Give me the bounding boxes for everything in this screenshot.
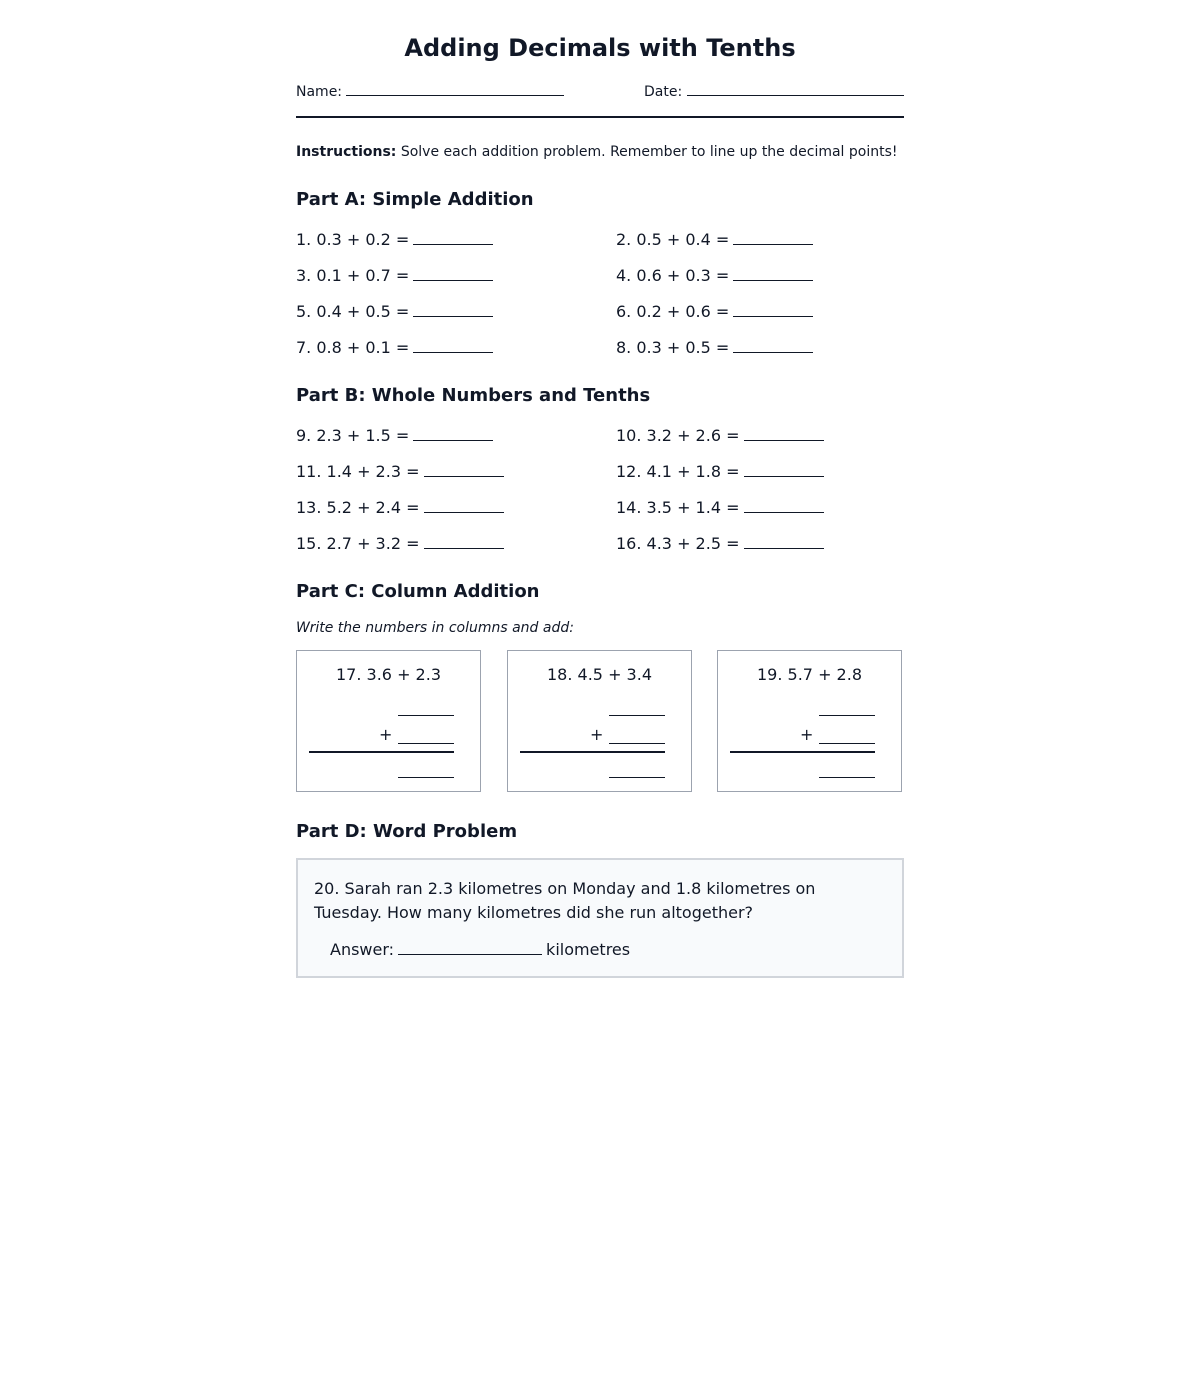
- answer-line[interactable]: [733, 336, 813, 353]
- answer-line[interactable]: [413, 300, 493, 317]
- part-d-title: Part D: Word Problem: [296, 821, 518, 842]
- page-title: Adding Decimals with Tenths: [404, 34, 796, 62]
- second-addend-line[interactable]: [398, 743, 454, 744]
- part-a-title: Part A: Simple Addition: [296, 189, 534, 210]
- answer-line[interactable]: [733, 228, 813, 245]
- column-problem-text: 19. 5.7 + 2.8: [757, 665, 862, 684]
- plus-sign: +: [590, 725, 604, 744]
- first-addend-line[interactable]: [398, 715, 454, 716]
- column-problem-19: [717, 650, 902, 792]
- problem-text: 5. 0.4 + 0.5 =: [296, 302, 410, 321]
- problem-11: [296, 460, 504, 482]
- part-c-title: Part C: Column Addition: [296, 581, 540, 602]
- answer-line[interactable]: [744, 496, 824, 513]
- plus-sign: +: [379, 725, 393, 744]
- column-problem-text: 18. 4.5 + 3.4: [547, 665, 652, 684]
- problem-text: 10. 3.2 + 2.6 =: [616, 426, 740, 445]
- problem-text: 11. 1.4 + 2.3 =: [296, 462, 420, 481]
- answer-line[interactable]: [744, 460, 824, 477]
- problem-7: [296, 336, 493, 358]
- part-c-note: Write the numbers in columns and add:: [296, 620, 574, 636]
- problem-4: [616, 264, 813, 286]
- second-addend-line[interactable]: [609, 743, 665, 744]
- column-problem-text: 17. 3.6 + 2.3: [336, 665, 441, 684]
- answer-line[interactable]: [424, 532, 504, 549]
- problem-12: [616, 460, 824, 482]
- problem-8: [616, 336, 813, 358]
- answer-line[interactable]: [413, 264, 493, 281]
- sum-line[interactable]: [819, 777, 875, 778]
- problem-1: [296, 228, 493, 250]
- problem-text: 4. 0.6 + 0.3 =: [616, 266, 730, 285]
- word-problem-text: 20. Sarah ran 2.3 kilometres on Monday and 1.8 kilometres on Tuesday. How many kilometres did she run altogether?: [314, 879, 816, 922]
- problem-text: 3. 0.1 + 0.7 =: [296, 266, 410, 285]
- answer-line[interactable]: [413, 336, 493, 353]
- problem-9: [296, 424, 493, 446]
- problem-6: [616, 300, 813, 322]
- answer-line[interactable]: [744, 532, 824, 549]
- answer-line[interactable]: [744, 424, 824, 441]
- header-divider: [296, 116, 904, 118]
- problem-text: 13. 5.2 + 2.4 =: [296, 498, 420, 517]
- problem-text: 8. 0.3 + 0.5 =: [616, 338, 730, 357]
- problem-text: 14. 3.5 + 1.4 =: [616, 498, 740, 517]
- problem-text: 2. 0.5 + 0.4 =: [616, 230, 730, 249]
- instructions-text: Solve each addition problem. Remember to line up the decimal points!: [400, 144, 898, 160]
- answer-unit: kilometres: [546, 940, 631, 959]
- problem-text: 16. 4.3 + 2.5 =: [616, 534, 740, 553]
- name-field: [296, 80, 564, 100]
- instructions-label: Instructions:: [296, 144, 397, 160]
- answer-line[interactable]: [398, 938, 542, 955]
- answer-line[interactable]: [733, 300, 813, 317]
- instructions: [296, 143, 898, 161]
- date-input-line[interactable]: [687, 80, 904, 96]
- answer-line[interactable]: [413, 424, 493, 441]
- problem-text: 6. 0.2 + 0.6 =: [616, 302, 730, 321]
- problem-text: 7. 0.8 + 0.1 =: [296, 338, 410, 357]
- answer-line[interactable]: [413, 228, 493, 245]
- sum-line[interactable]: [398, 777, 454, 778]
- word-problem-box: [296, 858, 904, 978]
- part-b-title: Part B: Whole Numbers and Tenths: [296, 385, 651, 406]
- name-label: Name:: [296, 84, 343, 100]
- plus-sign: +: [800, 725, 814, 744]
- answer-line[interactable]: [733, 264, 813, 281]
- answer-line[interactable]: [424, 496, 504, 513]
- problem-10: [616, 424, 824, 446]
- sum-bar: [520, 751, 665, 753]
- problem-text: 9. 2.3 + 1.5 =: [296, 426, 410, 445]
- problem-14: [616, 496, 824, 518]
- problem-13: [296, 496, 504, 518]
- first-addend-line[interactable]: [609, 715, 665, 716]
- second-addend-line[interactable]: [819, 743, 875, 744]
- date-label: Date:: [644, 84, 683, 100]
- date-field: [644, 80, 904, 100]
- answer-line[interactable]: [424, 460, 504, 477]
- problem-16: [616, 532, 824, 554]
- column-problem-17: [296, 650, 481, 792]
- problem-3: [296, 264, 493, 286]
- problem-text: 15. 2.7 + 3.2 =: [296, 534, 420, 553]
- column-problem-18: [507, 650, 692, 792]
- problem-15: [296, 532, 504, 554]
- header-fields: [296, 80, 904, 100]
- problem-text: 12. 4.1 + 1.8 =: [616, 462, 740, 481]
- sum-bar: [730, 751, 875, 753]
- sum-bar: [309, 751, 454, 753]
- name-input-line[interactable]: [346, 80, 564, 96]
- word-problem-answer: [330, 938, 630, 960]
- sum-line[interactable]: [609, 777, 665, 778]
- answer-label: Answer:: [330, 940, 395, 959]
- first-addend-line[interactable]: [819, 715, 875, 716]
- problem-5: [296, 300, 493, 322]
- problem-2: [616, 228, 813, 250]
- problem-text: 1. 0.3 + 0.2 =: [296, 230, 410, 249]
